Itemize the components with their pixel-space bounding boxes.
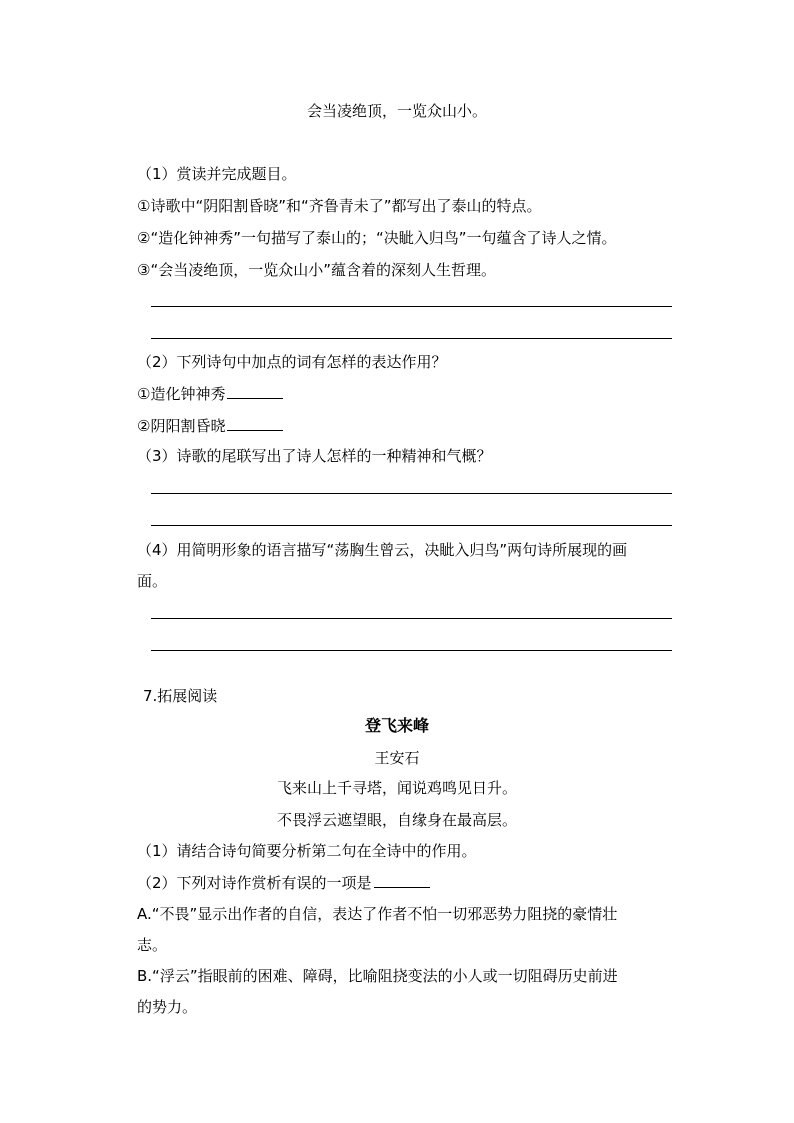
q1-item-1: ①诗歌中“阴阳割昏晓”和“齐鲁青未了”都写出了泰山的特点。 [137, 197, 542, 215]
fill-blank[interactable] [374, 873, 430, 888]
q4-line-1: （4）用简明形象的语言描写“荡胸生曾云，决眦入归鸟”两句诗所展现的画 [137, 541, 628, 559]
answer-line[interactable] [151, 493, 672, 494]
q1-item-2: ②“造化钟神秀”一句描写了泰山的；“决眦入归鸟”一句蕴含了诗人之情。 [137, 229, 617, 247]
option-a-line-1: A.“不畏”显示出作者的自信，表达了作者不怕一切邪恶势力阻挠的豪情壮 [137, 905, 618, 923]
answer-line[interactable] [151, 338, 672, 339]
q2-item-2 [137, 416, 283, 436]
poem-line-1: 飞来山上千寻塔，闻说鸡鸣见日升。 [276, 779, 517, 797]
s7-q2-text: （2）下列对诗作赏析有误的一项是 [137, 874, 372, 892]
q2-item-1 [137, 384, 283, 404]
s7-q2 [137, 873, 430, 893]
poem-last-line: 会当凌绝顶，一览众山小。 [306, 102, 487, 120]
section-7-heading: 7.拓展阅读 [143, 687, 218, 705]
fill-blank[interactable] [227, 416, 283, 431]
answer-line[interactable] [151, 306, 672, 307]
s7-q1: （1）请结合诗句简要分析第二句在全诗中的作用。 [137, 842, 477, 860]
q2-title: （2）下列诗句中加点的词有怎样的表达作用？ [137, 353, 447, 371]
option-b-line-1: B.“浮云”指眼前的困难、障碍，比喻阻挠变法的小人或一切阻碍历史前进 [137, 967, 618, 985]
q4-line-2: 面。 [137, 572, 168, 590]
poem-line-2: 不畏浮云遮望眼，自缘身在最高层。 [276, 811, 517, 829]
answer-line[interactable] [151, 618, 672, 619]
option-b-line-2: 的势力。 [137, 998, 198, 1016]
poem-title: 登飞来峰 [364, 716, 429, 735]
option-a-line-2: 志。 [137, 936, 168, 954]
answer-line[interactable] [151, 650, 672, 651]
fill-blank[interactable] [227, 384, 283, 399]
poem-author: 王安石 [374, 749, 420, 767]
q1-title: （1）赏读并完成题目。 [137, 165, 297, 183]
q2-item-2-text: ②阴阳割昏晓 [137, 417, 226, 435]
q1-item-3: ③“会当凌绝顶，一览众山小”蕴含着的深刻人生哲理。 [137, 261, 496, 279]
answer-line[interactable] [151, 525, 672, 526]
q2-item-1-text: ①造化钟神秀 [137, 385, 226, 403]
q3-title: （3）诗歌的尾联写出了诗人怎样的一种精神和气概？ [137, 447, 492, 465]
